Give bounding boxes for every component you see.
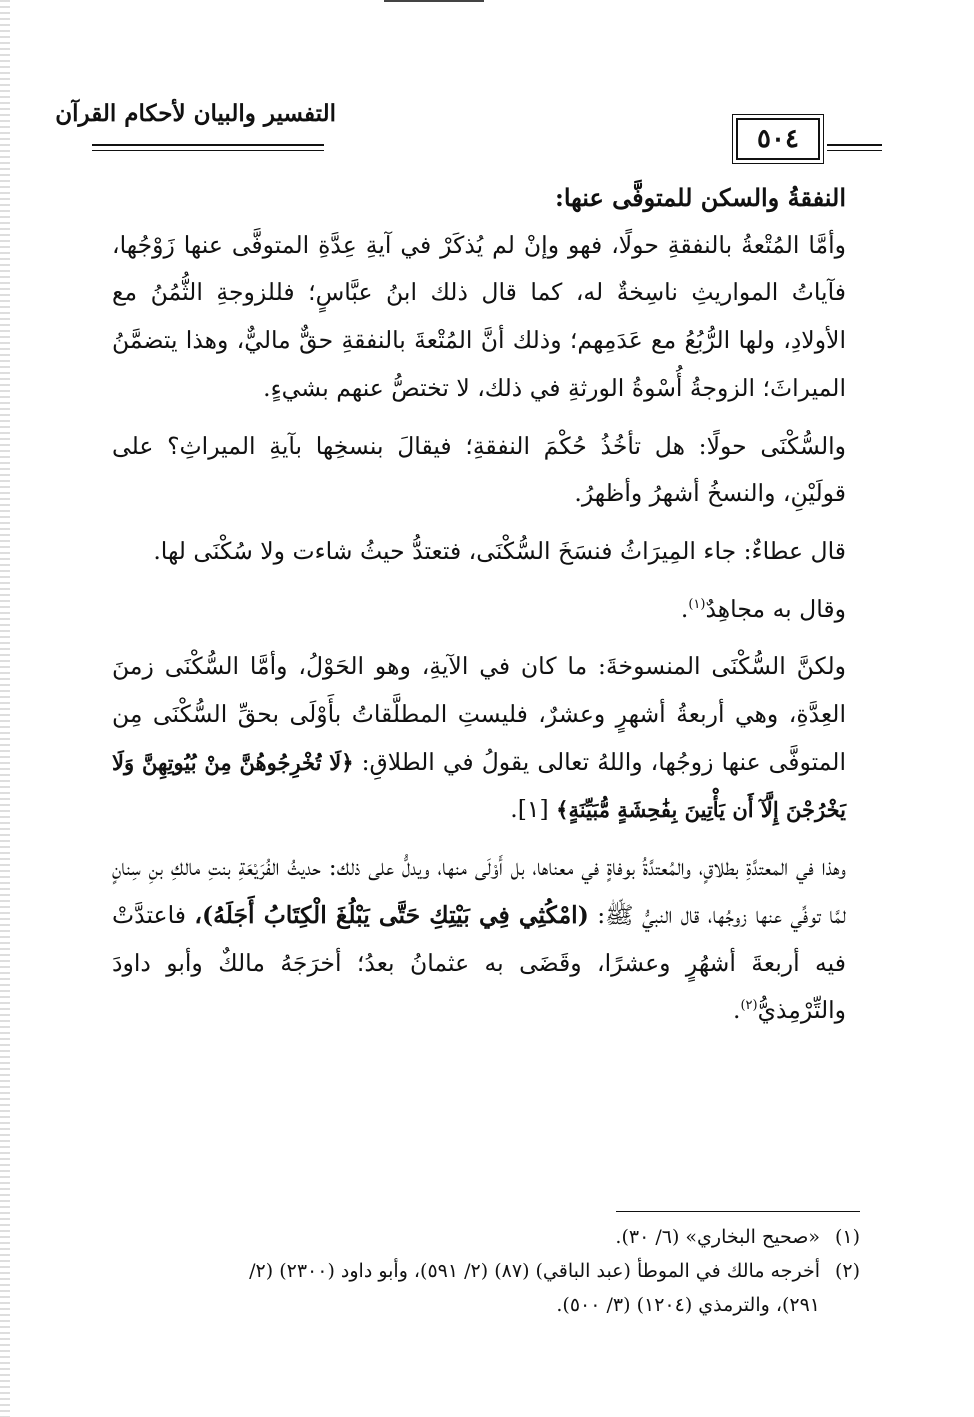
punctuation: . [680, 594, 689, 623]
footnote-separator [616, 1211, 860, 1212]
page-edge-decoration [0, 0, 10, 1417]
verse-ref: [١]. [510, 795, 549, 824]
header-rule [827, 144, 882, 146]
header-rule [92, 150, 324, 151]
paragraph-text: وقال به مجاهِدٌ [705, 594, 846, 623]
footnote-ref: (١) [688, 596, 706, 612]
paragraph: والسُّكْنَى حولًا: هل تأخُذُ حُكْمَ النفقةِ؛ فيقالَ بنسخِها بآيةِ الميراثِ؟ على قولَيْنِ، والنسخُ أشهرُ وأظهرُ. [112, 431, 846, 508]
paragraph-text: ولكنَّ السُّكْنَى المنسوخةَ: ما كان في الآيةِ، وهو الحَوْلُ، وأمَّا السُّكْنَى زمنَ العِدَّةِ، وهي أربعةُ أشهرٍ وعشرٌ، فليستِ المطلَّقاتُ بأَوْلَى بحقِّ السُّكْنَى مِن المتوفَّى عنها زوجُها، واللهُ تعالى يقولُ في الطلاقِ: [112, 652, 846, 776]
footnotes [108, 1220, 860, 1322]
paragraph: وأمَّا المُتْعةُ بالنفقةِ حولًا، فهو وإنْ لم يُذكَرْ في آيةِ عِدَّةِ المتوفَّى عنها زَوْجُها، فآياتُ المواريثِ ناسِخةٌ له، كما قال ذلك ابنُ عبَّاسٍ؛ فللزوجةِ الثُّمُنُ مع الأولادِ، ولها الرُّبُعُ مع عَدَمِهم؛ وذلك أنَّ المُتْعةَ بالنفقةِ حقٌّ ماليٌّ، وهذا يتضمَّنُ الميراثَ؛ الزوجةُ أُسْوةُ الورثةِ في ذلك، لا تختصُّ عنهم بشيءٍ. [112, 230, 846, 402]
footnote [108, 1254, 860, 1288]
paragraph: قال عطاءٌ: جاء المِيرَاثُ فنسَخَ السُّكْنَى، فتعتدُّ حيثُ شاءت ولا سُكْنَى لها. [153, 536, 846, 565]
running-title: التفسير والبيان لأحكام القرآن [55, 100, 336, 127]
footnote-ref: (٢) [740, 998, 758, 1014]
hadith-quote: (امْكُثِي فِي بَيْتِكِ حَتَّى يَبْلُغَ الْكِتَابُ أَجَلَهُ)، [194, 900, 589, 929]
paragraph [112, 586, 846, 634]
section-heading: النفقةُ والسكن للمتوفَّى عنها: [555, 183, 846, 212]
paragraph [112, 643, 846, 834]
footnote-number: (٢) [834, 1260, 860, 1282]
punctuation: . [732, 996, 741, 1025]
paragraph [112, 844, 846, 1035]
paragraph-text: وهذا في المعتدَّةِ بطلاقٍ، والمُعتدَّةُ بوفاةٍ في معناها، بل أَوْلَى منها، ويدلُّ على ذلك: حديثُ الفُرَيْعَةِ بنتِ مالكِ بنِ سِنانٍ لمَّا توفِّي عنها زوجُها، قال النبيُّ ﷺ: [112, 853, 846, 929]
footnote-text: أخرجه مالك في الموطأ (عبد الباقي) (٨٧) (٢/ ٥٩١)، وأبو داود (٢٣٠٠) (٢/ [249, 1260, 820, 1282]
main-text [112, 174, 846, 1035]
quran-verse: ﴿لَا تُخْرِجُوهُنَّ مِنْ بُيُوتِهِنَّ وَلَا يَخْرُجْنَ إِلَّآ أَن يَأْتِينَ بِفَٰحِشَةٍ مُّبَيِّنَةٍ﴾ [112, 749, 846, 823]
footnote [108, 1220, 860, 1254]
paragraph-text: فاعتدَّتْ فيه أربعةَ أشهُرٍ وعشرًا، وقَضَى به عثمانُ بعدُ؛ أخرَجَهُ مالكٌ وأبو داودَ والتِّرْمِذيُّ [112, 900, 846, 1025]
header-rule [92, 144, 324, 146]
page-header [55, 98, 882, 168]
footnote-continuation: ٢٩١)، والترمذي (١٢٠٤) (٣/ ٥٠٠). [556, 1294, 820, 1316]
footnote-number: (١) [834, 1226, 860, 1248]
header-rule [827, 150, 882, 151]
top-crop-mark [384, 0, 484, 8]
footnote-text: «صحيح البخاري» (٦/ ٣٠). [615, 1226, 820, 1248]
page-number: ٥٠٤ [736, 118, 820, 160]
